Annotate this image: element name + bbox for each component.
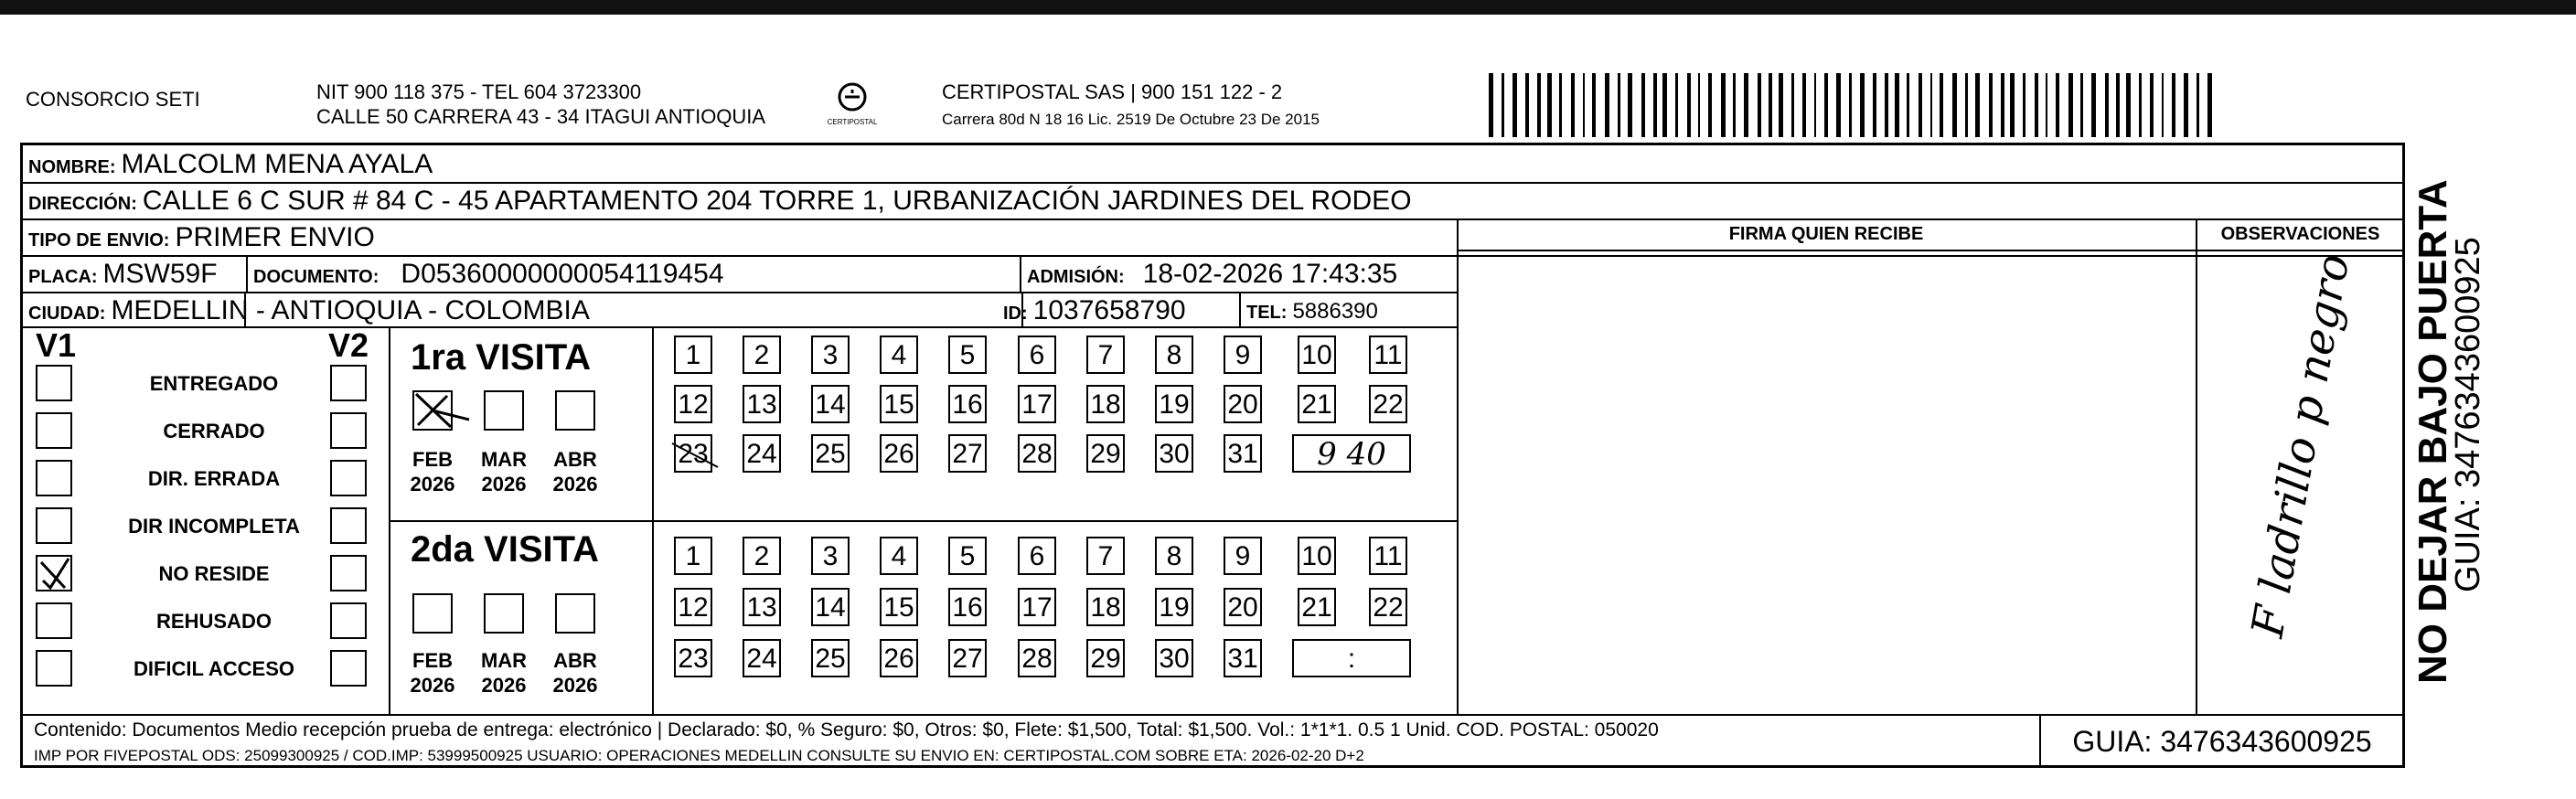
second-visit-day[interactable]: 10	[1298, 537, 1336, 575]
certipostal-logo	[827, 79, 878, 130]
v1-label: V1	[36, 326, 77, 364]
first-visit-day[interactable]: 31	[1224, 434, 1262, 473]
barcode-bar	[1849, 73, 1852, 137]
shipping-form	[20, 143, 2405, 768]
month-label: FEB 2026	[410, 649, 455, 697]
second-visit-day[interactable]: 28	[1018, 639, 1056, 677]
barcode-bar	[1628, 73, 1632, 137]
barcode-bar	[2056, 73, 2059, 137]
v1-checkbox[interactable]	[36, 602, 72, 639]
first-visit-day[interactable]: 17	[1018, 385, 1056, 423]
v1-checkbox[interactable]	[36, 507, 72, 544]
first-visit-day[interactable]: 19	[1155, 385, 1193, 423]
barcode-bar	[2116, 73, 2120, 137]
contenido-text: Contenido: Documentos Medio recepción prueba de entrega: electrónico | Declarado: $0, % Seguro: $0, Otros: $0, Flete: $1,500, Total: $1,500. Vol.: 1*1*1. 0.5 1 Unid. COD. POSTAL: 050020	[34, 719, 1659, 740]
barcode-bar	[1489, 73, 1493, 137]
barcode-bar	[1583, 73, 1585, 137]
placa-label: PLACA:	[28, 267, 98, 287]
side-guia: GUIA: 3476343600925	[2449, 237, 2487, 592]
second-visit-day[interactable]: 22	[1369, 588, 1407, 626]
no-dejar-bajo-puerta: NO DEJAR BAJO PUERTA	[2410, 179, 2455, 684]
barcode-bar	[1687, 73, 1691, 137]
second-visit-month-box[interactable]	[555, 593, 595, 634]
barcode-bar	[2184, 73, 2188, 137]
placa-value: MSW59F	[102, 259, 218, 289]
second-visit-day[interactable]: 6	[1018, 537, 1056, 575]
first-visit-title: 1ra VISITA	[411, 337, 592, 378]
barcode-bar	[1758, 73, 1761, 137]
barcode-bar	[1930, 73, 1932, 137]
second-visit-day[interactable]: 24	[743, 639, 781, 677]
second-visit-day[interactable]: 16	[948, 588, 987, 626]
barcode-bar	[1965, 73, 1968, 137]
barcode-bar	[2023, 73, 2026, 137]
reason-label: DIR INCOMPLETA	[128, 515, 300, 538]
barcode-bar	[1952, 73, 1957, 137]
company-name: CONSORCIO SETI	[26, 88, 200, 111]
first-visit-day[interactable]: 10	[1298, 336, 1336, 374]
svg-text:CERTIPOSTAL: CERTIPOSTAL	[827, 118, 878, 126]
barcode-bar	[1836, 73, 1841, 137]
first-visit-day[interactable]: 4	[880, 336, 918, 374]
barcode-bar	[1502, 73, 1504, 137]
barcode-bar	[2139, 73, 2142, 137]
barcode-bar	[1537, 73, 1541, 137]
v1-checkbox[interactable]	[36, 555, 72, 591]
barcode-bar	[1571, 73, 1575, 137]
barcode-bar	[1675, 73, 1678, 137]
barcode-bar	[1698, 73, 1700, 137]
first-visit-month-box[interactable]	[555, 390, 595, 431]
barcode-bar	[1733, 73, 1736, 137]
second-visit-month-box[interactable]	[484, 593, 524, 634]
barcode-bar	[1791, 73, 1794, 137]
barcode-bar	[1525, 73, 1529, 137]
first-visit-day[interactable]: 5	[948, 336, 987, 374]
first-visit-day[interactable]: 22	[1369, 385, 1407, 423]
barcode-bar	[1779, 73, 1783, 137]
first-visit-day[interactable]: 20	[1224, 385, 1262, 423]
v2-checkbox[interactable]	[330, 602, 367, 639]
first-visit-day[interactable]: 13	[743, 385, 781, 423]
v2-checkbox[interactable]	[330, 555, 367, 591]
second-visit-day[interactable]: 23	[674, 639, 712, 677]
second-visit-day[interactable]: 7	[1086, 537, 1125, 575]
first-visit-day[interactable]: 16	[948, 385, 987, 423]
second-visit-day[interactable]: 20	[1224, 588, 1262, 626]
second-visit-day[interactable]: 30	[1155, 639, 1193, 677]
observaciones-label: OBSERVACIONES	[2220, 224, 2380, 244]
second-visit-day[interactable]: 14	[811, 588, 850, 626]
first-visit-day[interactable]: 29	[1086, 434, 1125, 473]
second-visit-day[interactable]: 26	[880, 639, 918, 677]
barcode-bar	[1512, 73, 1517, 137]
second-visit-day[interactable]: 15	[880, 588, 918, 626]
v1-checkbox[interactable]	[36, 460, 72, 496]
barcode-bar	[2172, 73, 2175, 137]
second-visit-day[interactable]: 12	[674, 588, 712, 626]
second-visit-day[interactable]: 11	[1369, 537, 1407, 575]
first-visit-day[interactable]: 15	[880, 385, 918, 423]
barcode-bar	[1641, 73, 1645, 137]
second-visit-day[interactable]: 3	[811, 537, 850, 575]
id-value: 1037658790	[1032, 295, 1186, 325]
barcode-bar	[2162, 73, 2164, 137]
barcode-bar	[1989, 73, 1993, 137]
barcode-bar	[1975, 73, 1980, 137]
second-visit-day[interactable]: 27	[948, 639, 987, 677]
v2-checkbox[interactable]	[330, 507, 367, 544]
barcode-bar	[2046, 73, 2047, 137]
reason-label: NO RESIDE	[158, 562, 270, 585]
first-visit-day[interactable]: 8	[1155, 336, 1193, 374]
barcode-bar	[2091, 73, 2096, 137]
v2-checkbox[interactable]	[330, 365, 367, 401]
reason-label: CERRADO	[163, 420, 265, 442]
barcode-bar	[1653, 73, 1657, 137]
reason-label: REHUSADO	[156, 610, 272, 633]
reason-label: DIR. ERRADA	[147, 467, 281, 490]
address-line: CALLE 50 CARRERA 43 - 34 ITAGUI ANTIOQUIA	[316, 105, 766, 128]
barcode-bar	[1907, 73, 1909, 137]
nit-line: NIT 900 118 375 - TEL 604 3723300	[316, 80, 642, 103]
guia-box: GUIA: 3476343600925	[2072, 725, 2372, 758]
certipostal-line: CERTIPOSTAL SAS | 900 151 122 - 2	[942, 80, 1283, 103]
barcode-bar	[2080, 73, 2083, 137]
month-label: ABR 2026	[552, 448, 598, 495]
imp-text: IMP POR FIVEPOSTAL ODS: 25099300925 / COD.IMP: 53999500925 USUARIO: OPERACIONES MEDELLIN CONSULTE SU ENVIO EN: CERTIPOSTAL.COM SOBRE ETA: 2026-02-20 D+2	[34, 747, 1364, 764]
month-label: MAR 2026	[480, 649, 528, 697]
barcode-bar	[1885, 73, 1888, 137]
barcode-bar	[1873, 73, 1876, 137]
reason-label: ENTREGADO	[149, 372, 279, 395]
second-visit-day[interactable]: 29	[1086, 639, 1125, 677]
day-strike-mark	[672, 436, 723, 473]
reason-label: DIFICIL ACCESO	[133, 657, 294, 680]
first-visit-day[interactable]: 21	[1298, 385, 1336, 423]
barcode-bar	[1708, 73, 1712, 137]
barcode-bar	[1618, 73, 1620, 137]
barcode-bar	[2001, 73, 2004, 137]
second-visit-time-box[interactable]: :	[1292, 639, 1411, 677]
id-label: ID:	[1003, 304, 1028, 324]
first-visit-day[interactable]: 1	[674, 336, 712, 374]
admision-value: 18-02-2026 17:43:35	[1142, 259, 1398, 289]
first-visit-month-box[interactable]	[412, 390, 453, 431]
first-visit-day[interactable]: 6	[1018, 336, 1056, 374]
first-visit-day[interactable]: 3	[811, 336, 850, 374]
barcode-bar	[1559, 73, 1562, 137]
barcode-bar	[2035, 73, 2038, 137]
ciudad-label: CIUDAD:	[28, 304, 106, 324]
second-visit-day[interactable]: 8	[1155, 537, 1193, 575]
second-visit-day[interactable]: 18	[1086, 588, 1125, 626]
tel-value: 5886390	[1292, 299, 1378, 324]
direccion-label: DIRECCIÓN:	[28, 194, 137, 214]
second-visit-day[interactable]: 25	[811, 639, 850, 677]
first-visit-day[interactable]: 9	[1224, 336, 1262, 374]
second-visit-day[interactable]: 2	[743, 537, 781, 575]
first-visit-day[interactable]: 25	[811, 434, 850, 473]
barcode-bar	[2010, 73, 2015, 137]
barcode-bar	[1547, 73, 1552, 137]
barcode-bar	[1592, 73, 1596, 137]
first-visit-day[interactable]: 30	[1155, 434, 1193, 473]
svg-text:F ladrillo p negro: F ladrillo p negro	[2241, 250, 2360, 642]
nombre-value: MALCOLM MENA AYALA	[121, 149, 433, 179]
barcode-bar	[1721, 73, 1726, 137]
second-visit-title: 2da VISITA	[411, 529, 599, 570]
first-visit-day[interactable]: 11	[1369, 336, 1407, 374]
second-visit-day[interactable]: 19	[1155, 588, 1193, 626]
barcode-bar	[1824, 73, 1828, 137]
nombre-label: NOMBRE:	[28, 157, 116, 177]
second-visit-month-box[interactable]	[412, 593, 453, 634]
second-visit-day[interactable]: 4	[880, 537, 918, 575]
tel-label: TEL:	[1246, 303, 1288, 323]
tipo-envio-label: TIPO DE ENVIO:	[28, 230, 170, 250]
barcode	[1489, 73, 2220, 137]
barcode-bar	[1940, 73, 1943, 137]
v1-checkbox[interactable]	[36, 412, 72, 449]
handwritten-observation	[2218, 250, 2382, 657]
firma-label: FIRMA QUIEN RECIBE	[1728, 224, 1924, 244]
v2-checkbox[interactable]	[330, 650, 367, 687]
month-label: FEB 2026	[410, 448, 455, 495]
documento-label: DOCUMENTO:	[253, 267, 379, 287]
first-visit-day[interactable]: 14	[811, 385, 850, 423]
barcode-bar	[2207, 73, 2212, 137]
barcode-bar	[1919, 73, 1922, 137]
first-visit-day[interactable]: 12	[674, 385, 712, 423]
v2-label: V2	[328, 326, 369, 364]
barcode-bar	[2126, 73, 2131, 137]
documento-value: D05360000000054119454	[401, 259, 724, 289]
tipo-envio-value: PRIMER ENVIO	[175, 222, 375, 252]
barcode-bar	[1744, 73, 1748, 137]
second-visit-day[interactable]: 9	[1224, 537, 1262, 575]
second-visit-day[interactable]: 13	[743, 588, 781, 626]
month-label: ABR 2026	[552, 649, 598, 697]
v1-checkbox[interactable]	[36, 650, 72, 687]
second-visit-day[interactable]: 31	[1224, 639, 1262, 677]
top-edge-bar	[0, 0, 2576, 15]
first-visit-day[interactable]: 7	[1086, 336, 1125, 374]
first-visit-day[interactable]: 28	[1018, 434, 1056, 473]
first-visit-day[interactable]: 26	[880, 434, 918, 473]
barcode-bar	[2068, 73, 2073, 137]
first-visit-day[interactable]: 27	[948, 434, 987, 473]
barcode-bar	[1605, 73, 1609, 137]
barcode-bar	[1895, 73, 1899, 137]
barcode-bar	[2105, 73, 2109, 137]
second-visit-day[interactable]: 5	[948, 537, 987, 575]
first-visit-day[interactable]: 24	[743, 434, 781, 473]
license-line: Carrera 80d N 18 16 Lic. 2519 De Octubre 23 De 2015	[942, 111, 1320, 128]
barcode-bar	[1814, 73, 1816, 137]
direccion-value: CALLE 6 C SUR # 84 C - 45 APARTAMENTO 204 TORRE 1, URBANIZACIÓN JARDINES DEL RODEO	[142, 186, 1412, 216]
barcode-bar	[1860, 73, 1865, 137]
v2-checkbox[interactable]	[330, 460, 367, 496]
second-visit-day[interactable]: 21	[1298, 588, 1336, 626]
barcode-bar	[2197, 73, 2199, 137]
month-label: MAR 2026	[480, 448, 528, 495]
ciudad-value: MEDELLIN - ANTIOQUIA - COLOMBIA	[111, 295, 590, 325]
first-visit-day[interactable]: 18	[1086, 385, 1125, 423]
first-visit-time-box[interactable]: 9 40	[1292, 434, 1411, 473]
first-visit-month-box[interactable]	[484, 390, 524, 431]
first-visit-day[interactable]: 2	[743, 336, 781, 374]
barcode-bar	[1802, 73, 1806, 137]
barcode-bar	[2150, 73, 2154, 137]
v2-checkbox[interactable]	[330, 412, 367, 449]
admision-label: ADMISIÓN:	[1027, 267, 1125, 287]
v1-checkbox[interactable]	[36, 365, 72, 401]
second-visit-day[interactable]: 17	[1018, 588, 1056, 626]
first-visit-day[interactable]: 23	[674, 434, 712, 473]
second-visit-day[interactable]: 1	[674, 537, 712, 575]
barcode-bar	[1662, 73, 1667, 137]
barcode-bar	[1769, 73, 1772, 137]
